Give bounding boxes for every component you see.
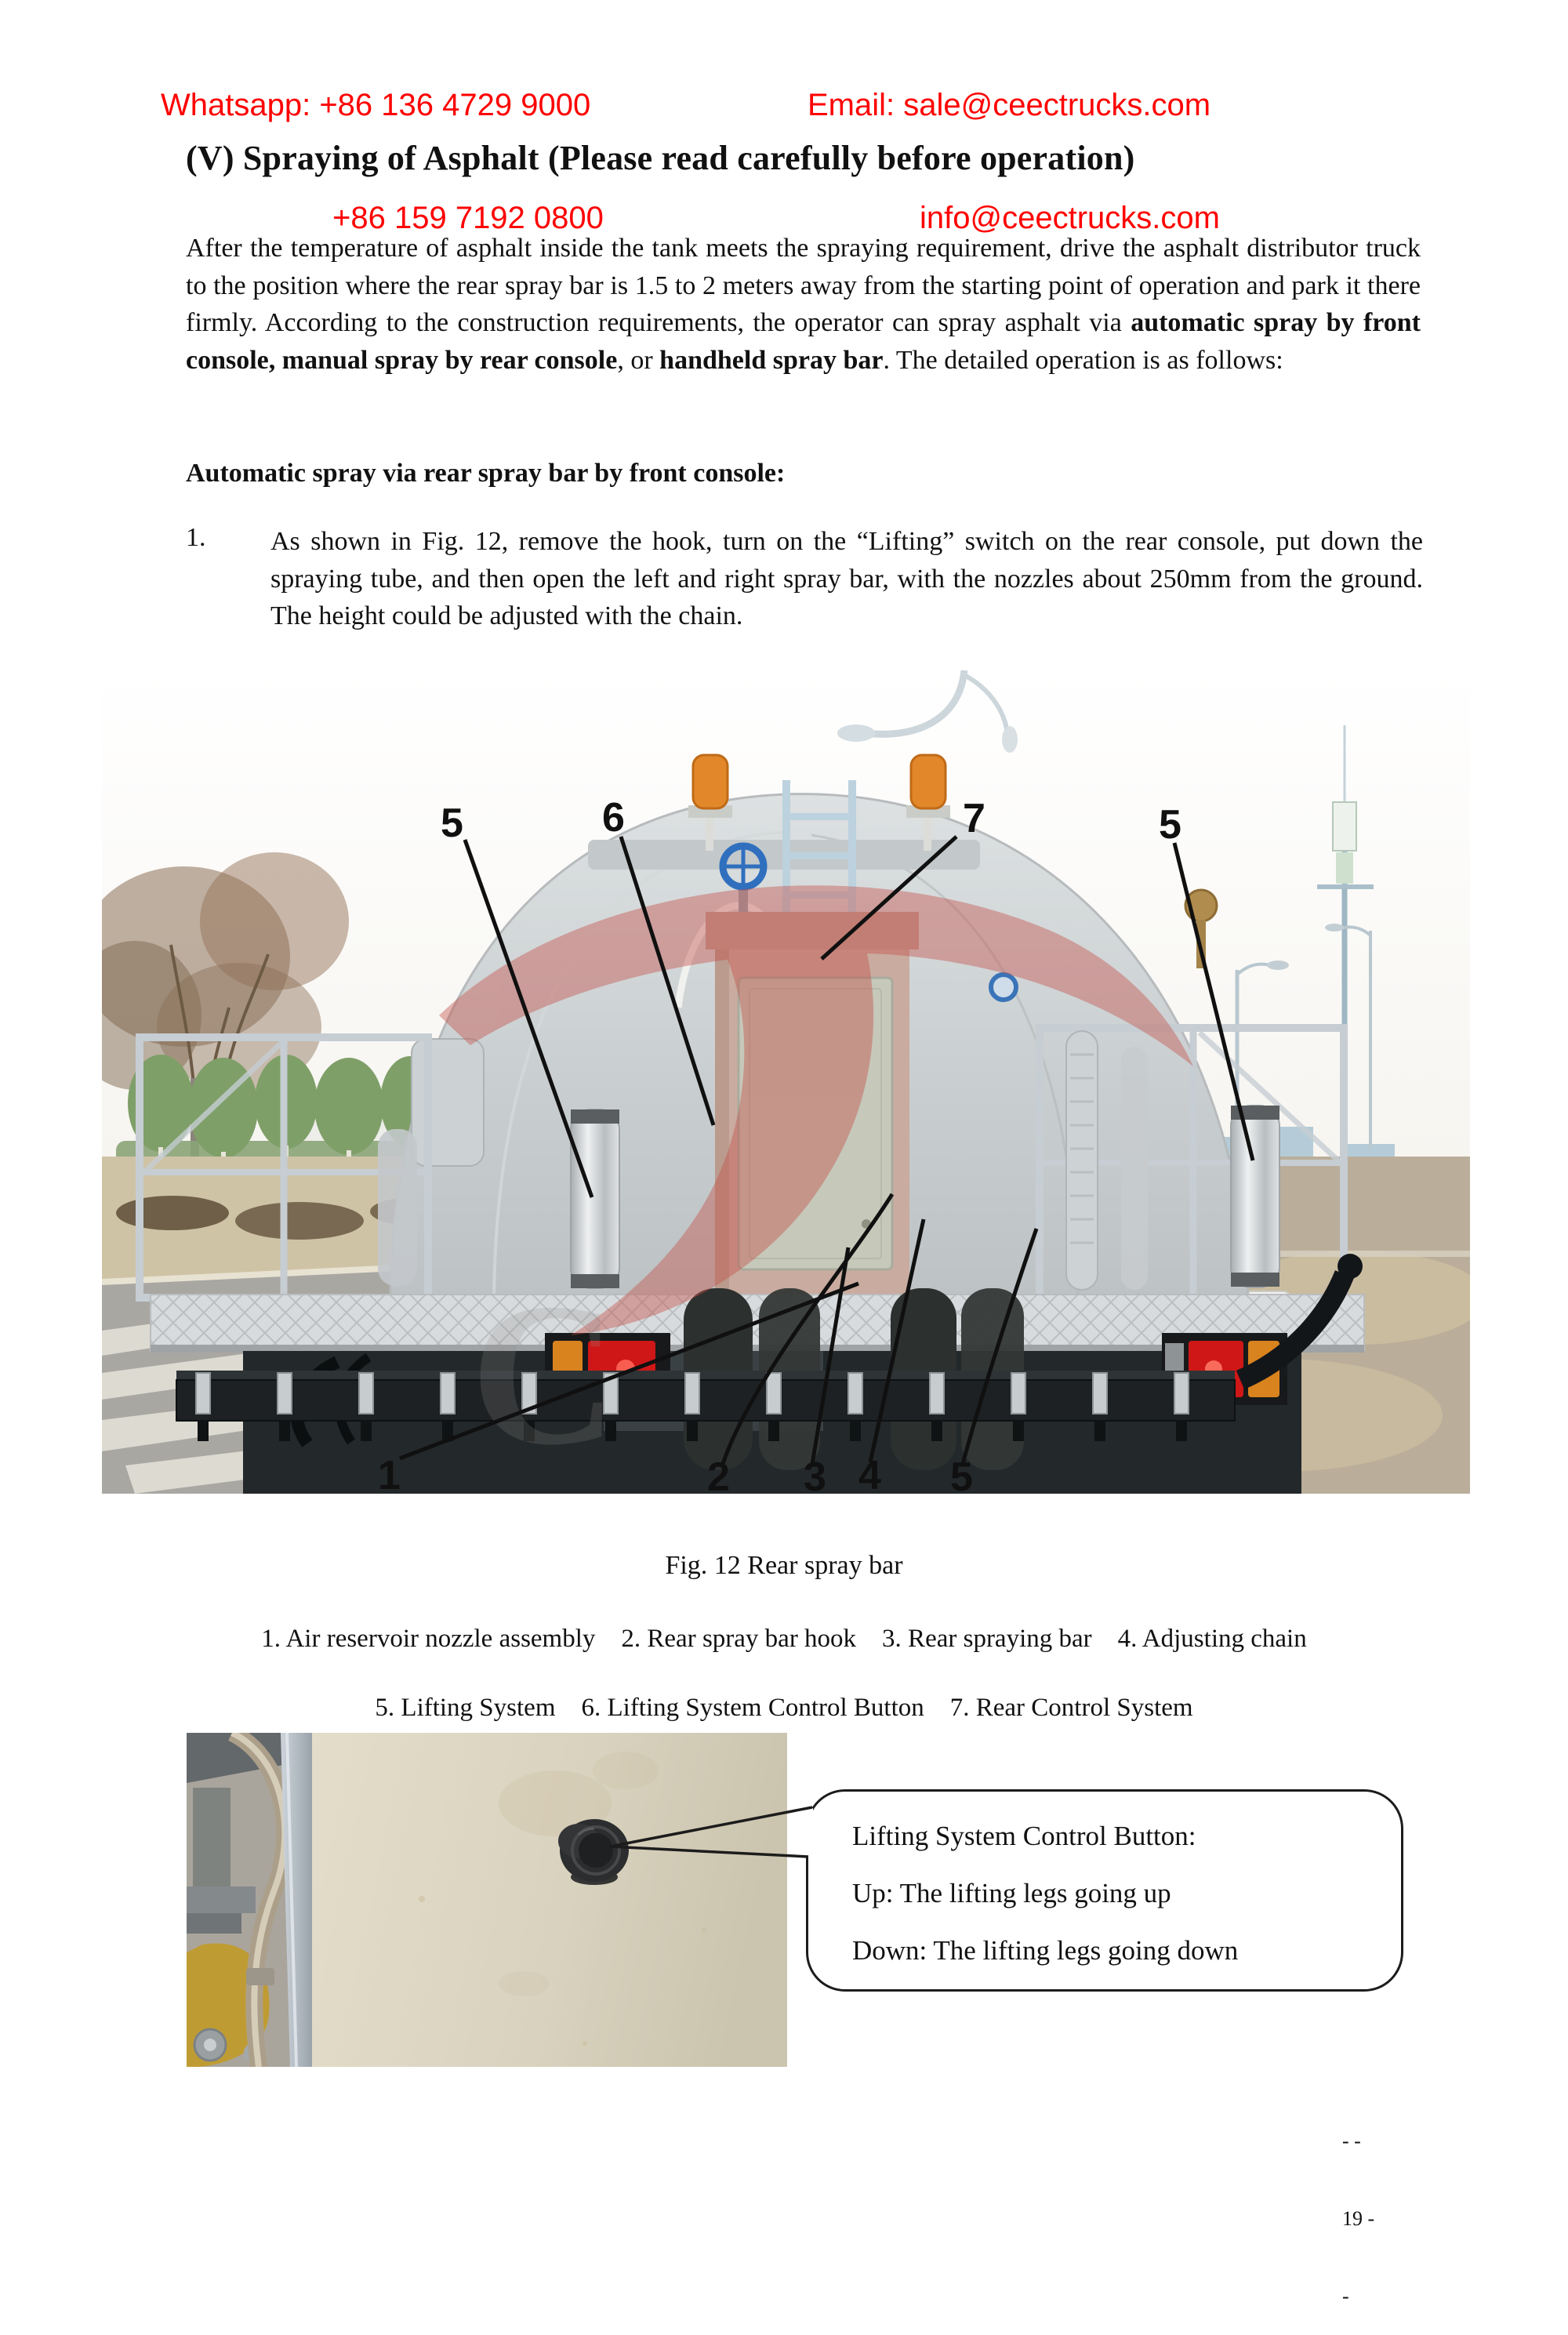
figure12-legend-line1: 1. Air reservoir nozzle assembly 2. Rear spray bar hook 3. Rear spraying bar 4. Adjusting chain	[261, 1625, 1307, 1653]
watermark-letter: C	[470, 1262, 618, 1487]
figure12-photo	[102, 670, 1470, 1494]
intro-bold3: handheld spray bar	[659, 345, 884, 375]
machinery-left	[187, 1733, 312, 2067]
step-1	[186, 523, 1423, 635]
callout-bottom-2: 2	[707, 1454, 730, 1494]
email-line1: Email: sale@ceectrucks.com	[808, 88, 1211, 122]
email-line2: info@ceectrucks.com	[920, 201, 1220, 235]
callout-bubble	[806, 1789, 1403, 1992]
bubble-line2: Up: The lifting legs going up	[852, 1878, 1171, 1908]
figure12-legend-line2: 5. Lifting System 6. Lifting System Control Button 7. Rear Control System	[375, 1694, 1193, 1722]
callout-bubble-tail	[580, 1780, 894, 1897]
bubble-line3: Down: The lifting legs going down	[852, 1935, 1239, 1966]
callout-bottom-4: 4	[858, 1453, 881, 1494]
intro-bold2: manual spray by rear console	[281, 345, 618, 375]
callout-bottom-1: 1	[378, 1453, 401, 1494]
page-title: (V) Spraying of Asphalt (Please read carefully before operation)	[186, 139, 1135, 177]
lifting-cylinder-right	[1231, 1106, 1279, 1287]
callout-left-5: 5	[441, 801, 463, 846]
figure12-caption: Fig. 12 Rear spray bar	[665, 1551, 903, 1580]
page-number-line3: -	[1342, 2285, 1349, 2308]
whatsapp-line2: +86 159 7192 0800	[332, 201, 604, 235]
intro-part2: . The detailed operation is as follows:	[883, 345, 1283, 375]
intro-sep2: , or	[617, 345, 660, 375]
intro-sep1: ,	[268, 345, 282, 375]
step-1-number: 1.	[186, 523, 206, 552]
bubble-line1: Lifting System Control Button:	[852, 1821, 1196, 1851]
page-number-line2: 19 -	[1342, 2207, 1375, 2230]
whatsapp-line1: Whatsapp: +86 136 4729 9000	[161, 88, 591, 122]
step-1-text: As shown in Fig. 12, remove the hook, turn on the “Lifting” switch on the rear console, put down the spraying tube, and then open the left and right spray bar, with the nozzles about 250mm from the ground. The height could be adjusted with the chain.	[270, 527, 1423, 630]
page-number-line1: - -	[1342, 2130, 1361, 2152]
intro-bold1: automatic spray by front console	[186, 308, 1421, 375]
page-number	[1342, 2076, 1374, 2335]
callout-top-7: 7	[963, 796, 985, 841]
callout-bottom-5: 5	[950, 1454, 973, 1494]
section-heading: Automatic spray via rear spray bar by front console:	[186, 459, 786, 488]
callout-right-5: 5	[1159, 802, 1181, 848]
callout-bottom-3: 3	[804, 1454, 826, 1494]
callout-top-6: 6	[602, 795, 625, 841]
intro-part1: After the temperature of asphalt inside the tank meets the spraying requirement, drive the asphalt distributor truck to the position where the rear spray bar is 1.5 to 2 meters away from the starting point of operation and park it there firmly. According to the construction requirements, the operator can spray asphalt via	[186, 234, 1421, 337]
intro-paragraph	[186, 230, 1421, 379]
